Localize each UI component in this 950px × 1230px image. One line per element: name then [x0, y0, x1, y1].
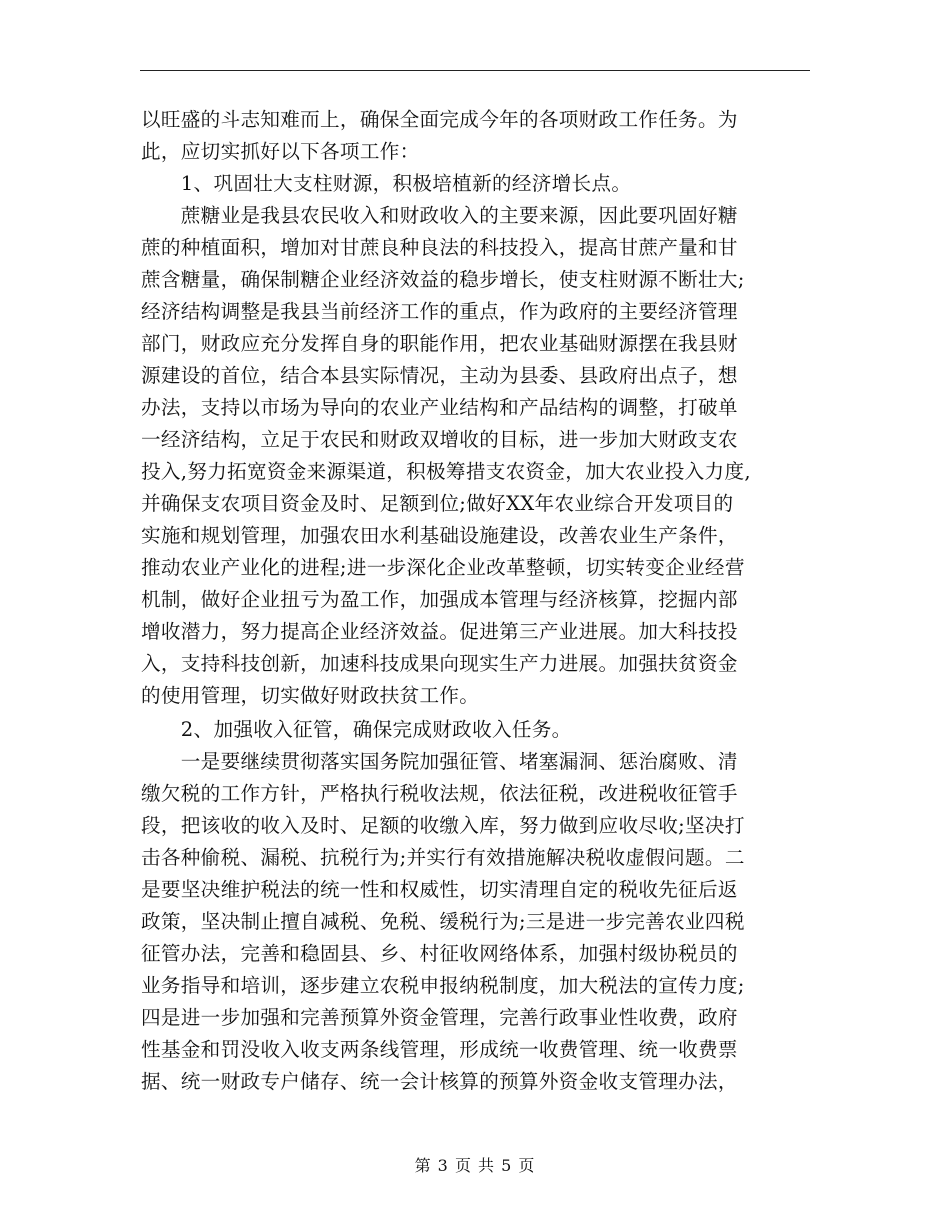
text-line: 蔗糖业是我县农民收入和财政收入的主要来源，因此要巩固好糖 — [141, 204, 738, 227]
text-line: 段，把该收的收入及时、足额的收缴入库，努力做到应收尽收;坚决打 — [141, 814, 745, 837]
text-line: 入，支持科技创新，加速科技成果向现实生产力进展。加强扶贫资金 — [141, 652, 738, 675]
body-text — [141, 104, 813, 1098]
text-line: 性基金和罚没收入收支两条线管理，形成统一收费管理、统一收费票 — [141, 1038, 738, 1061]
text-line: 据、统一财政专户储存、统一会计核算的预算外资金收支管理办法， — [141, 1070, 738, 1093]
text-line: 业务指导和培训，逐步建立农税申报纳税制度，加大税法的宣传力度; — [141, 974, 745, 997]
text-line: 缴欠税的工作方针，严格执行税收法规，依法征税，改进税收征管手 — [141, 782, 738, 805]
text-line: 增收潜力，努力提高企业经济效益。促进第三产业进展。加大科技投 — [141, 620, 738, 643]
text-line: 是要坚决维护税法的统一性和权威性，切实清理自定的税收先征后返 — [141, 878, 738, 901]
text-line: 击各种偷税、漏税、抗税行为;并实行有效措施解决税收虚假问题。二 — [141, 846, 745, 869]
text-line: 一经济结构，立足于农民和财政双增收的目标，进一步加大财政支农 — [141, 428, 738, 451]
text-line: 源建设的首位，结合本县实际情况，主动为县委、县政府出点子，想 — [141, 364, 738, 387]
text-line: 以旺盛的斗志知难而上，确保全面完成今年的各项财政工作任务。为 — [141, 108, 738, 131]
text-line: 政策，坚决制止擅自减税、免税、缓税行为;三是进一步完善农业四税 — [141, 910, 745, 933]
text-line: 此，应切实抓好以下各项工作： — [141, 140, 420, 163]
text-line: 四是进一步加强和完善预算外资金管理，完善行政事业性收费，政府 — [141, 1006, 738, 1029]
section-heading: 1、巩固壮大支柱财源，积极培植新的经济增长点。 — [141, 172, 632, 195]
text-line: 投入,努力拓宽资金来源渠道，积极筹措支农资金，加大农业投入力度, — [141, 460, 751, 483]
text-line: 的使用管理，切实做好财政扶贫工作。 — [141, 684, 480, 707]
text-line: 一是要继续贯彻落实国务院加强征管、堵塞漏洞、惩治腐败、清 — [141, 750, 738, 773]
text-line: 推动农业产业化的进程;进一步深化企业改革整顿，切实转变企业经营 — [141, 556, 745, 579]
text-line: 征管办法，完善和稳固县、乡、村征收网络体系，加强村级协税员的 — [141, 942, 738, 965]
page-number: 第 3 页 共 5 页 — [414, 1156, 536, 1175]
text-line: 并确保支农项目资金及时、足额到位;做好XX年农业综合开发项目的 — [141, 492, 734, 515]
text-line: 经济结构调整是我县当前经济工作的重点，作为政府的主要经济管理 — [141, 300, 738, 323]
text-line: 蔗的种植面积，增加对甘蔗良种良法的科技投入，提高甘蔗产量和甘 — [141, 236, 738, 259]
text-line: 办法，支持以市场为导向的农业产业结构和产品结构的调整，打破单 — [141, 396, 738, 419]
text-line: 机制，做好企业扭亏为盈工作，加强成本管理与经济核算，挖掘内部 — [141, 588, 738, 611]
text-line: 部门，财政应充分发挥自身的职能作用，把农业基础财源摆在我县财 — [141, 332, 738, 355]
text-line: 实施和规划管理，加强农田水利基础设施建设，改善农业生产条件， — [141, 524, 738, 547]
header-rule — [140, 70, 810, 71]
text-line: 蔗含糖量，确保制糖企业经济效益的稳步增长，使支柱财源不断壮大; — [141, 268, 745, 291]
section-heading: 2、加强收入征管，确保完成财政收入任务。 — [141, 718, 572, 741]
